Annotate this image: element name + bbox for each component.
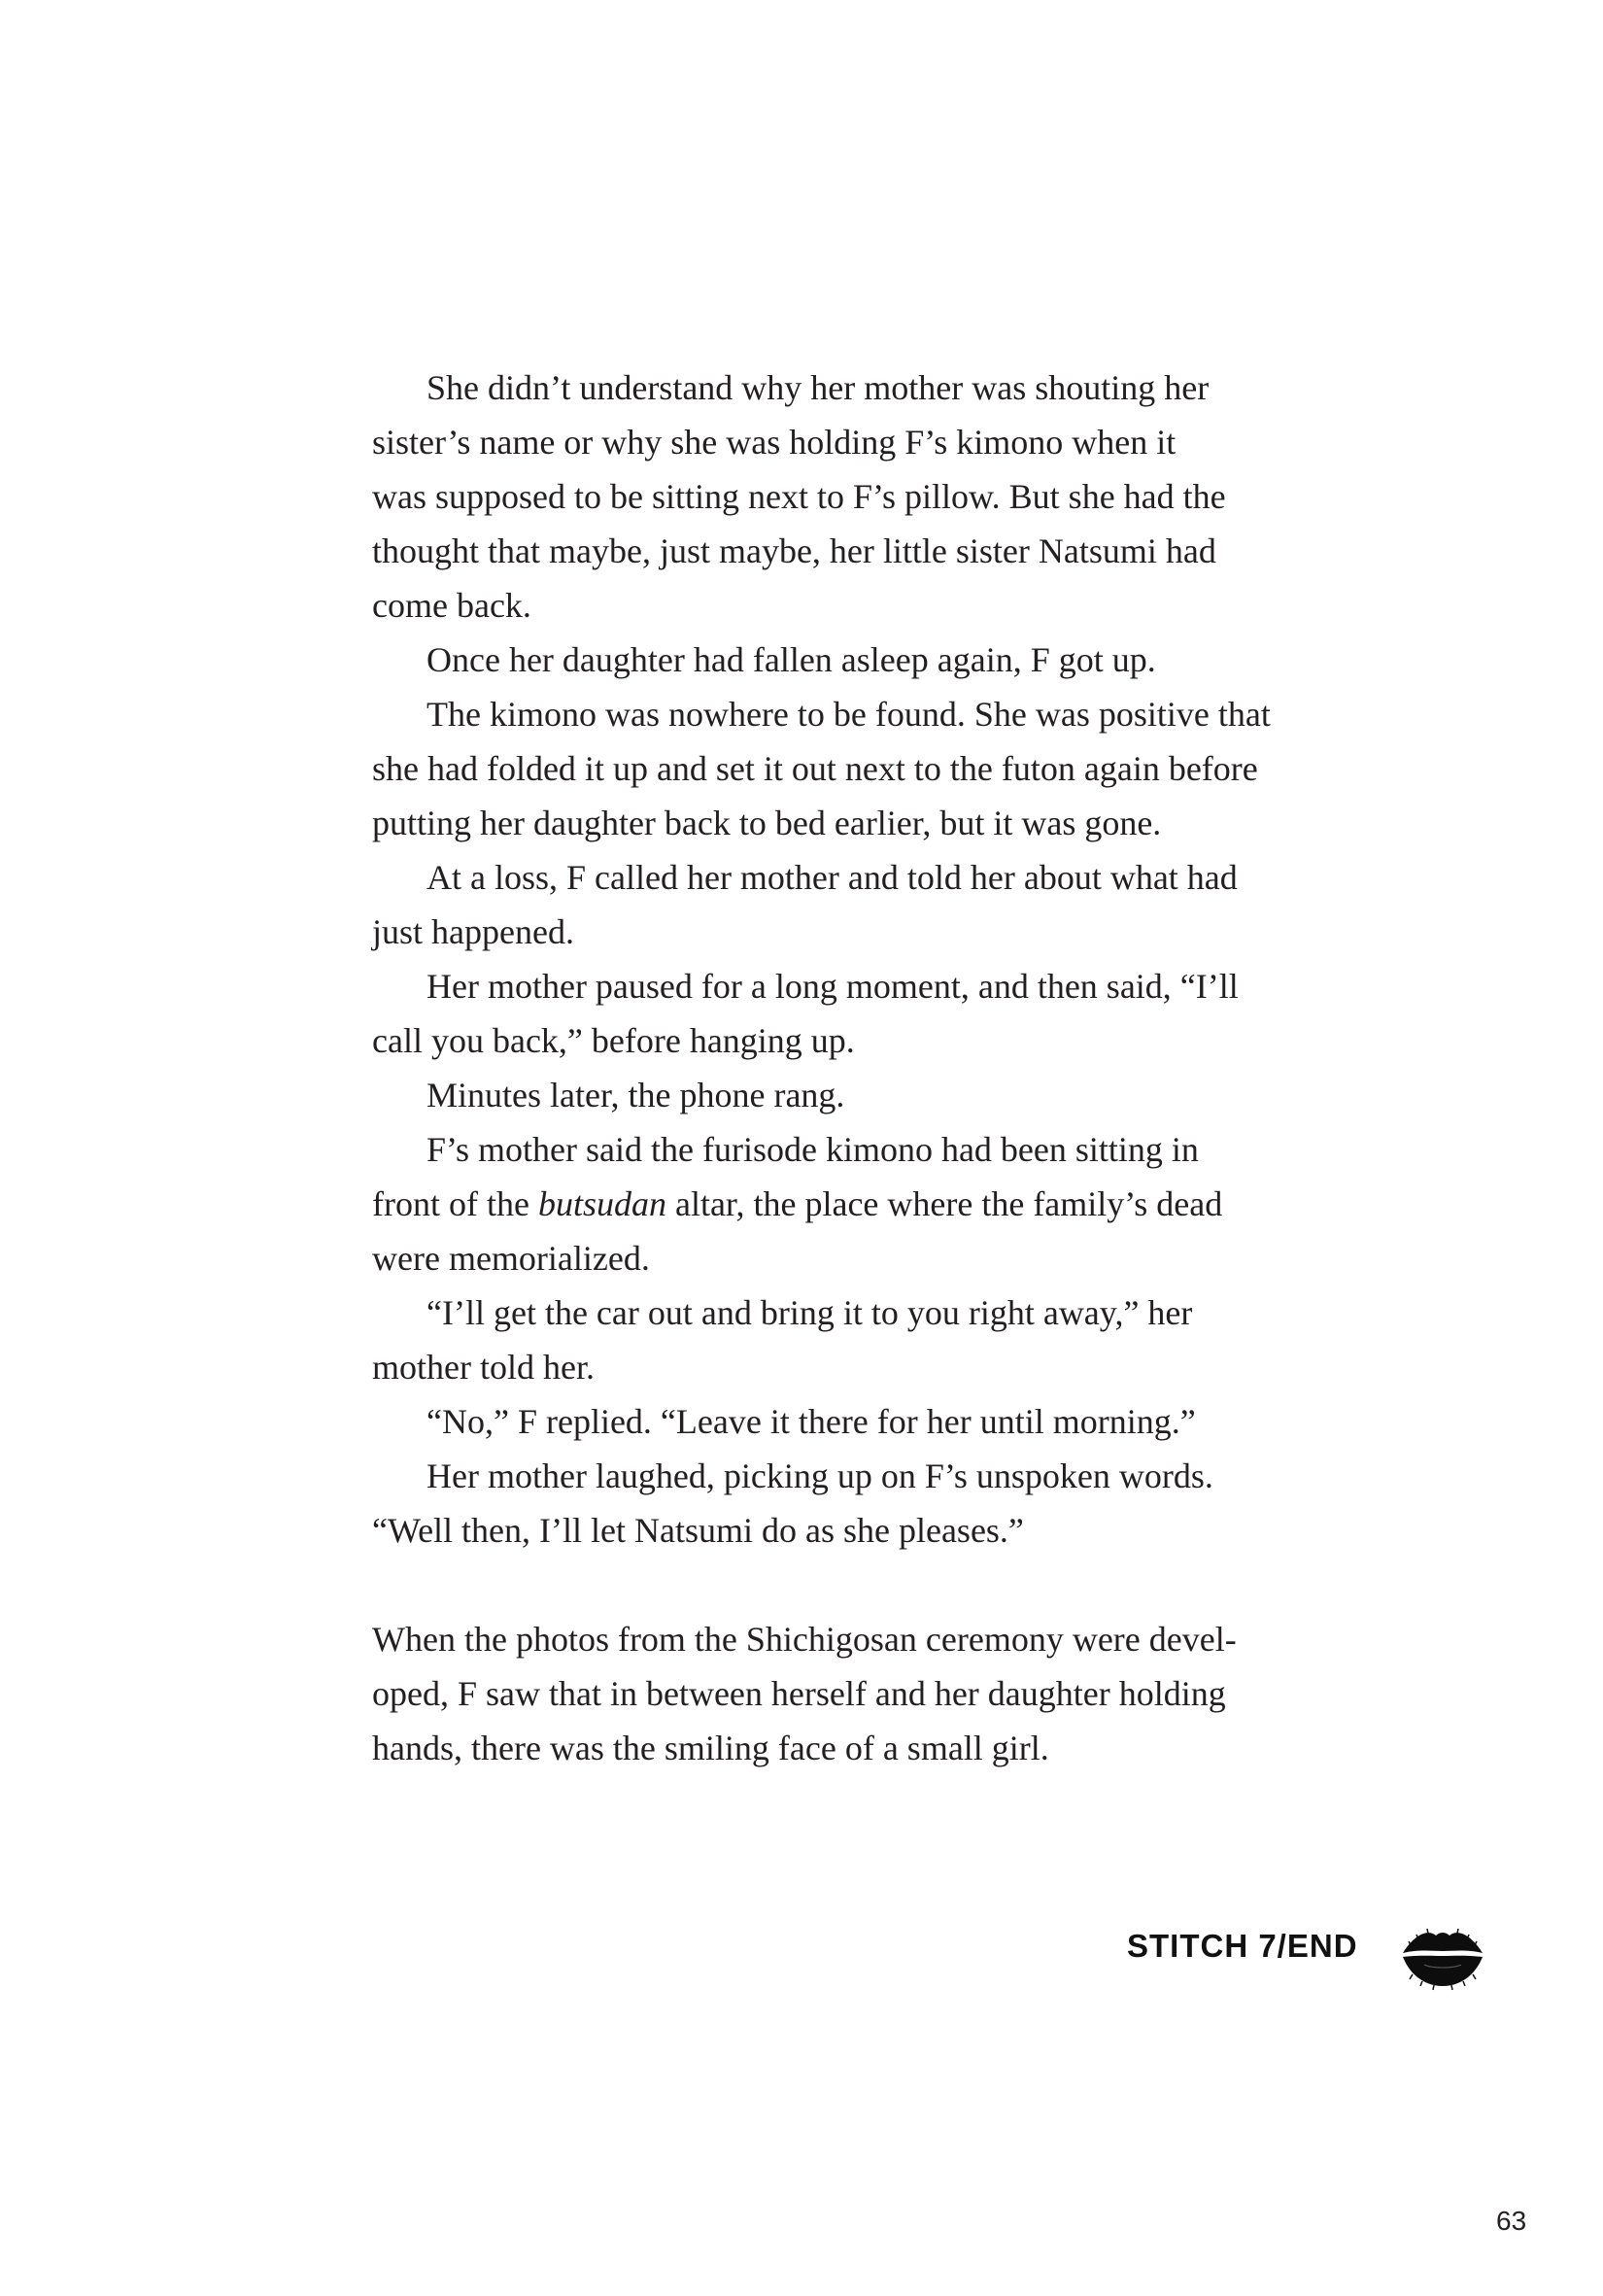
paragraph-line: At a loss, F called her mother and told her about what had	[426, 858, 1238, 897]
chapter-end-mark	[1127, 1916, 1496, 1994]
paragraph-line: F’s mother said the furisode kimono had been sitting in	[426, 1130, 1199, 1169]
paragraph-line: thought that maybe, just maybe, her little sister Natsumi had	[372, 531, 1216, 570]
paragraph-line: was supposed to be sitting next to F’s pillow. But she had the	[372, 477, 1226, 516]
paragraph-line: putting her daughter back to bed earlier, but it was gone.	[372, 804, 1162, 842]
paragraph-line: sister’s name or why she was holding F’s kimono when it	[372, 423, 1177, 462]
paragraph-line: “No,” F replied. “Leave it there for her until morning.”	[426, 1402, 1196, 1441]
paragraph-line: She didn’t understand why her mother was shouting her	[426, 368, 1210, 407]
chapter-end-label: STITCH 7/END	[1127, 1928, 1358, 1964]
paragraph-line: Her mother paused for a long moment, and then said, “I’ll	[426, 967, 1239, 1006]
text-segment: altar, the place where the family’s dead	[665, 1184, 1223, 1223]
section-break	[372, 1558, 1305, 1612]
paragraph-line: were memorialized.	[372, 1239, 650, 1278]
text-segment: front of the	[372, 1184, 538, 1223]
paragraph-line: Minutes later, the phone rang.	[426, 1076, 845, 1114]
lips-icon	[1399, 1916, 1486, 1994]
paragraph-line: The kimono was nowhere to be found. She was positive that	[426, 695, 1271, 734]
paragraph-line: come back.	[372, 586, 531, 625]
paragraph-line: mother told her.	[372, 1348, 595, 1387]
paragraph-line: hands, there was the smiling face of a small girl.	[372, 1729, 1049, 1767]
page-number: 63	[1496, 2206, 1527, 2236]
paragraph-line: Once her daughter had fallen asleep again, F got up.	[426, 640, 1156, 679]
paragraph-line: “I’ll get the car out and bring it to you right away,” her	[426, 1293, 1193, 1332]
italic-term: butsudan	[537, 1184, 666, 1223]
paragraph-line: just happened.	[372, 912, 574, 951]
paragraph-line: “Well then, I’ll let Natsumi do as she pleases.”	[372, 1511, 1024, 1550]
paragraph-line: she had folded it up and set it out next to the futon again before	[372, 749, 1258, 788]
paragraph-line: When the photos from the Shichigosan ceremony were devel-	[372, 1620, 1237, 1659]
paragraph-line: oped, F saw that in between herself and her daughter holding	[372, 1674, 1226, 1713]
paragraph-line: Her mother laughed, picking up on F’s unspoken words.	[426, 1456, 1213, 1495]
paragraph-line	[372, 1177, 1305, 1231]
paragraph-line: call you back,” before hanging up.	[372, 1021, 855, 1060]
story-text	[372, 360, 1305, 1775]
